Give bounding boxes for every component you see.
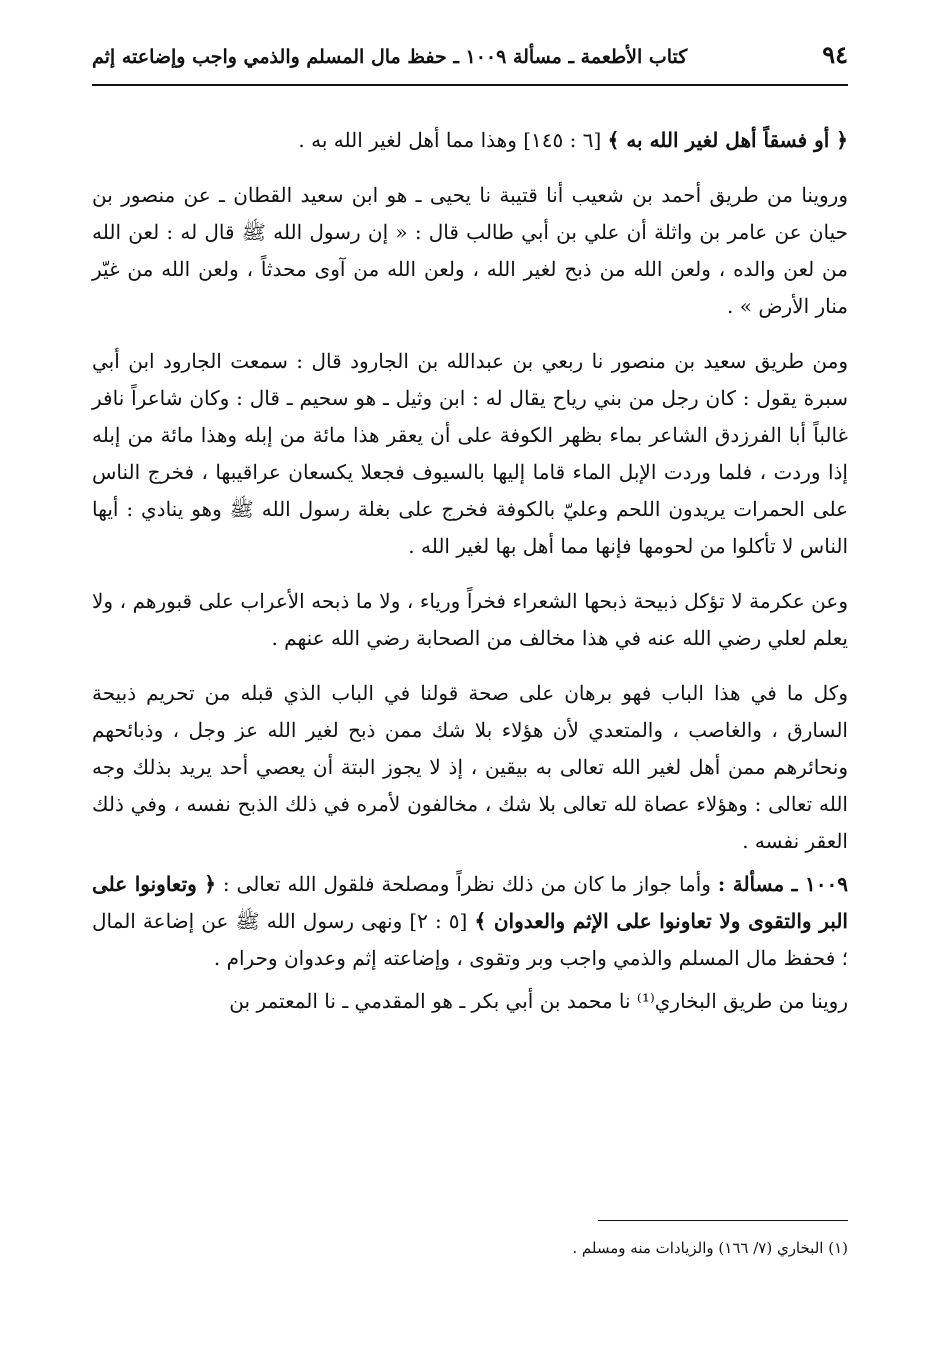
quran-quote: ﴿ وتعاونوا على البر والتقوى ولا تعاونوا على الإثم والعدوان ﴾ [92,872,848,933]
running-title: كتاب الأطعمة ـ مسألة ١٠٠٩ ـ حفظ مال المسلم والذمي واجب وإضاعته إثم [92,46,688,68]
paragraph-saeed-narration: ومن طريق سعيد بن منصور نا ربعي بن عبدالله بن الجارود قال : سمعت الجارود ابن أبي سبرة يقول : كان رجل من بني رياح يقال له : ابن وثيل ـ هو سحيم ـ قال : وكان شاعراً نافر غالباً أبا الفرزدق الشاعر بماء بظهر الكوفة على أن يعقر هذا مائة من إبله وهذا مائة من إبله إذا وردت ، فلما وردت الإبل الماء قاما إليها بالسيوف فجعلا يكسعان عراقيبها ، فخرج الناس على الحمرات يريدون اللحم وعليّ بالكوفة فخرج على بغلة رسول الله ﷺ وهو ينادي : أيها الناس لا تأكلوا من لحومها فإنها مما أهل بها لغير الله . [92,349,848,558]
masala-text-rest: [٥ : ٢] ونهى رسول الله ﷺ عن إضاعة المال ؛ فحفظ مال المسلم والذمي واجب وبر وتقوى ، وإضاعته إثم وعدوان وحرام . [92,909,848,970]
footnote: (١) البخاري (٧/ ١٦٦) والزيادات منه ومسلم . [572,1239,848,1257]
body-text [92,122,848,1020]
paragraph-quran-verse [92,122,848,159]
quran-quote: ﴿ أو فسقاً أهل لغير الله به ﴾ [607,128,848,152]
page-header [92,40,848,86]
verse-reference: [٦ : ١٤٥] وهذا مما أهل لغير الله به . [298,128,608,152]
paragraph-ikrima: وعن عكرمة لا تؤكل ذبيحة ذبحها الشعراء فخراً ورياء ، ولا ما ذبحه الأعراب على قبورهم ، ولا يعلم لعلي رضي الله عنه في هذا مخالف من الصحابة رضي الله عنهم . [92,589,848,650]
page-number: ٩٤ [822,40,848,69]
paragraph-evidence: وكل ما في هذا الباب فهو برهان على صحة قولنا في الباب الذي قبله من تحريم ذبيحة السارق ، والغاصب ، والمتعدي لأن هؤلاء بلا شك ممن ذبح لغير الله عز وجل ، وذبائحهم ونحائرهم ممن أهل لغير الله تعالى به بيقين ، إذ لا يجوز البتة أن يعصي أحد يريد بذلك وجه الله تعالى : وهؤلاء عصاة لله تعالى بلا شك ، مخالفون لأمره في ذلك الذبح نفسه ، وفي ذلك العقر نفسه . [92,681,848,853]
masala-heading: ١٠٠٩ ـ مسألة : [717,872,849,896]
paragraph-ahmad-hadith: وروينا من طريق أحمد بن شعيب أنا قتيبة نا يحيى ـ هو ابن سعيد القطان ـ عن منصور بن حيان عن عامر بن واثلة أن علي بن أبي طالب قال : « إن رسول الله ﷺ قال له : لعن الله من لعن والده ، ولعن الله من ذبح لغير الله ، ولعن الله من آوى محدثاً ، ولعن الله من غيّر منار الأرض » . [92,183,848,318]
paragraph-bukhari: روينا من طريق البخاري⁽¹⁾ نا محمد بن أبي بكر ـ هو المقدمي ـ نا المعتمر بن [229,989,848,1013]
footnote-divider [598,1220,848,1221]
masala-text-intro: وأما جواز ما كان من ذلك نظراً ومصلحة فلقول الله تعالى : [216,872,718,896]
book-page [92,40,848,1340]
paragraph-masala-1009 [92,866,848,977]
